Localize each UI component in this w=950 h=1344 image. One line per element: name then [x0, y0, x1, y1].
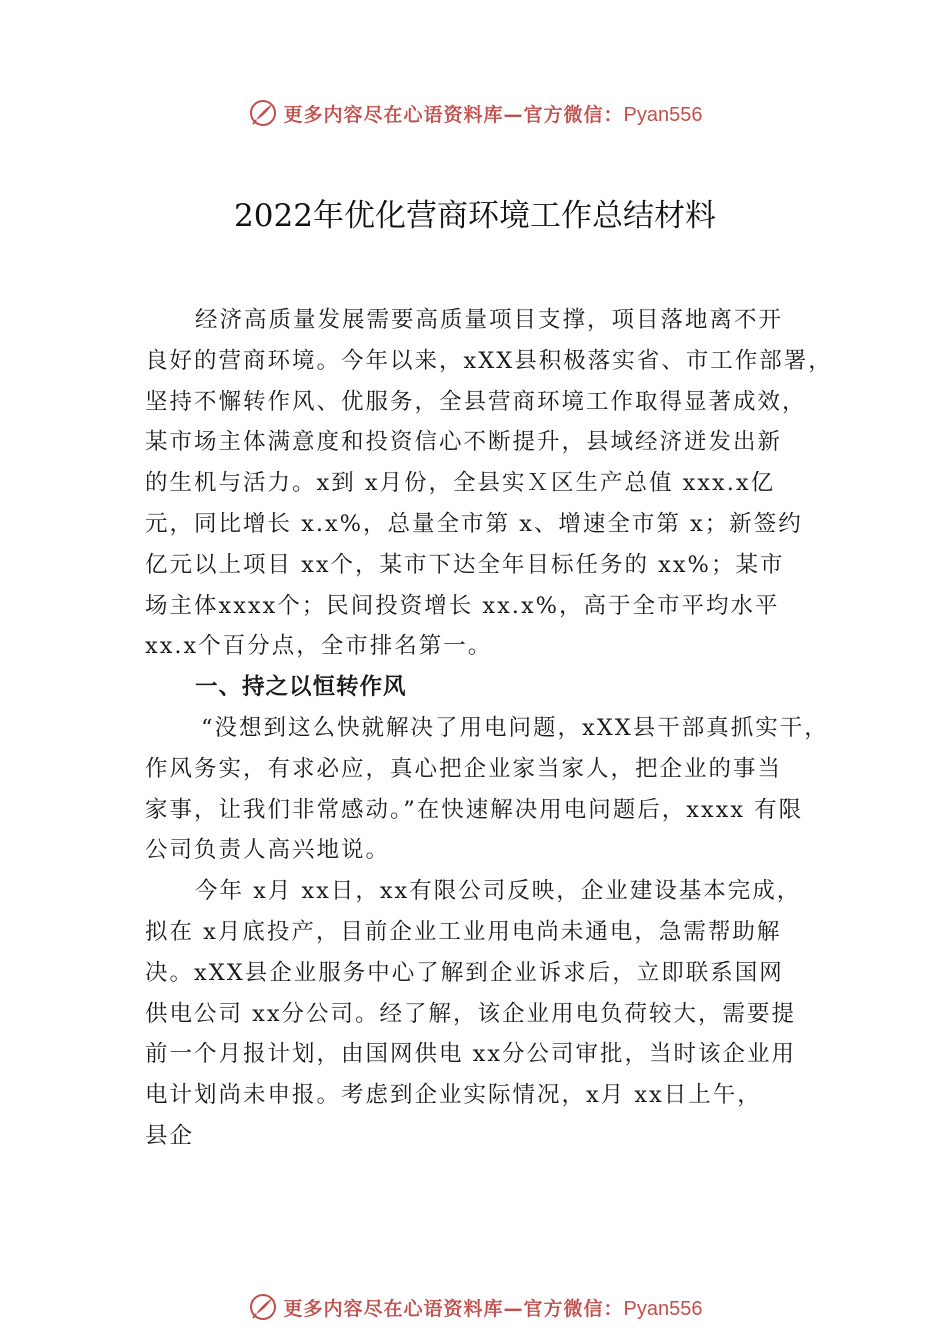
paragraph-line: 电计划尚未申报。考虑到企业实际情况，x月 xx日上午，	[145, 1082, 762, 1109]
paragraph-line: 家事，让我们非常感动。”在快速解决用电问题后，xxxx 有限	[145, 796, 804, 823]
paragraph-line: 县企	[145, 1122, 195, 1149]
paragraph-line: 经济高质量发展需要高质量项目支撑，项目落地离不开	[195, 307, 784, 333]
document-body	[145, 300, 835, 1157]
watermark-handle: Pyan556	[623, 103, 703, 126]
paragraph-line: 决。xXX县企业服务中心了解到企业诉求后，立即联系国网	[145, 959, 784, 986]
paragraph-line: 作风务实，有求必应，真心把企业家当家人，把企业的事当	[145, 755, 783, 782]
paragraph-line: 元，同比增长 x.x%，总量全市第 x、增速全市第 x；新签约	[145, 510, 803, 537]
watermark-footer	[0, 1287, 950, 1327]
paragraph-line: 前一个月报计划，由国网供电 xx分公司审批，当时该企业用	[145, 1041, 797, 1068]
quill-pen-icon	[248, 98, 278, 128]
paragraph-line: 良好的营商环境。今年以来，xXX县积极落实省、市工作部署，	[145, 347, 833, 374]
quill-pen-icon	[248, 1292, 278, 1322]
paragraph-line: 供电公司 xx分公司。经了解，该企业用电负荷较大，需要提	[145, 1000, 797, 1027]
paragraph-line: 坚持不懈转作风、优服务，全县营商环境工作取得显著成效，	[145, 388, 807, 415]
paragraph-line: 亿元以上项目 xx个，某市下达全年目标任务的 xx%；某市	[145, 551, 785, 578]
paragraph-line: “没想到这么快就解决了用电问题，xXX县干部真抓实干，	[201, 714, 829, 741]
paragraph-line: 公司负责人高兴地说。	[145, 837, 391, 864]
paragraph-line: 今年 x月 xx日，xx有限公司反映，企业建设基本完成，	[195, 878, 802, 905]
watermark-text: 更多内容尽在心语资料库—官方微信：Pyan556	[283, 103, 703, 126]
watermark-handle: Pyan556	[623, 1297, 703, 1320]
watermark-header	[0, 93, 950, 133]
paragraph-line: 某市场主体满意度和投资信心不断提升，县域经济迸发出新	[145, 429, 783, 456]
paragraph-line: xx.x个百分点，全市排名第一。	[145, 633, 493, 660]
paragraph-line: 的生机与活力。x到 x月份，全县实Ｘ区生产总值 xxx.x亿	[145, 470, 776, 497]
section-heading: 一、持之以恒转作风	[195, 674, 407, 701]
paragraph-line: 拟在 x月底投产，目前企业工业用电尚未通电，急需帮助解	[145, 918, 782, 945]
document-title: 2022年优化营商环境工作总结材料	[234, 198, 716, 234]
watermark-text: 更多内容尽在心语资料库—官方微信：Pyan556	[283, 1297, 703, 1320]
paragraph-line: 场主体xxxx个；民间投资增长 xx.x%，高于全市平均水平	[145, 592, 780, 619]
